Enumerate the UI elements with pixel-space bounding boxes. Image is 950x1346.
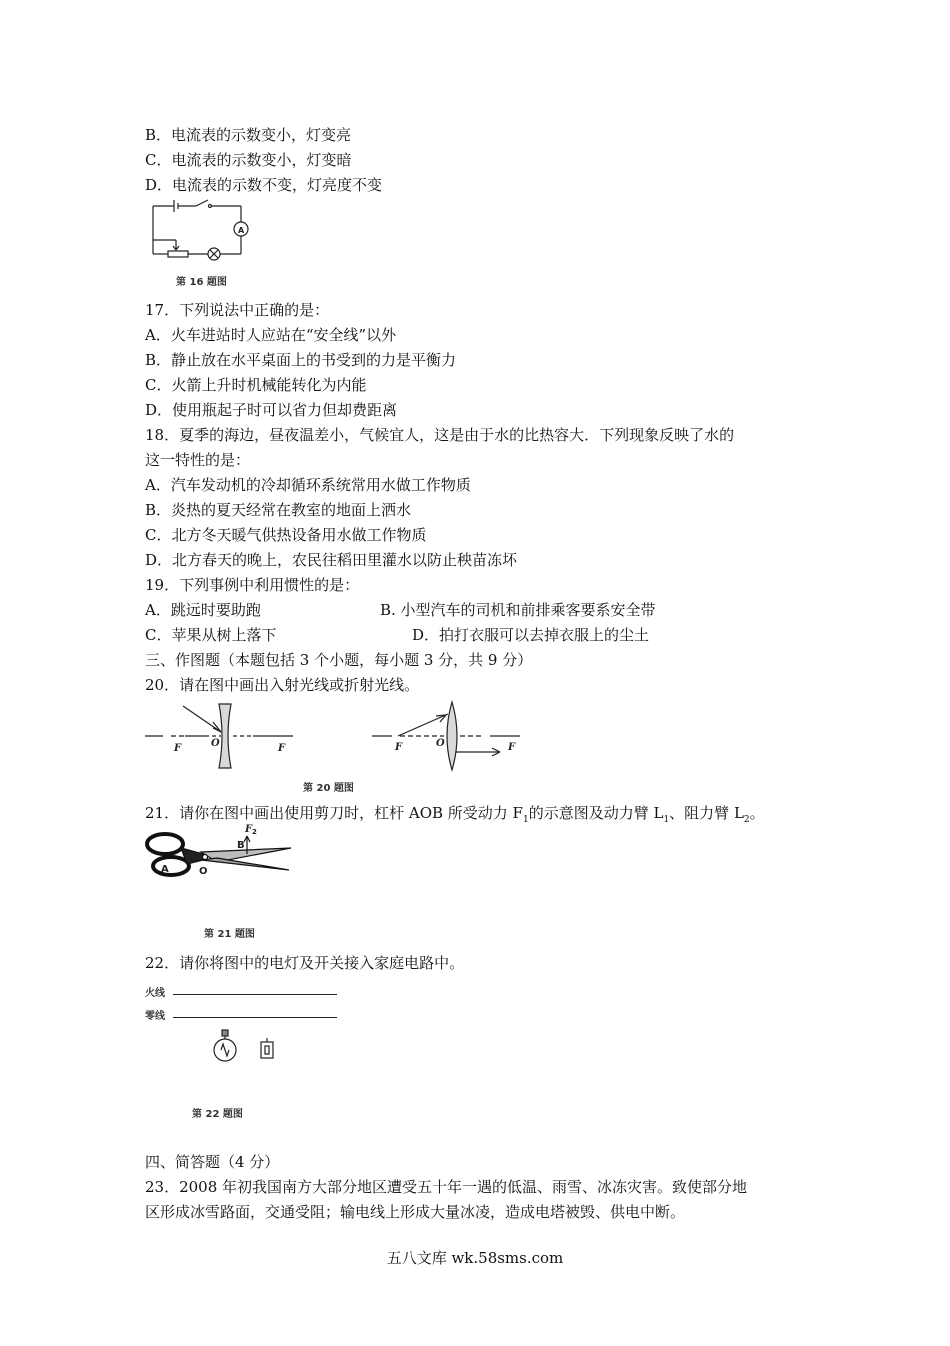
q20-right-o-label: O <box>436 738 445 749</box>
q19-option-a: A．跳远时要助跑 <box>145 601 261 619</box>
q19-option-c: C．苹果从树上落下 <box>145 626 277 644</box>
q22-figure-caption: 第 22 题图 <box>192 1109 243 1120</box>
ammeter-symbol: A <box>238 226 245 235</box>
q22-household-circuit <box>143 983 343 1093</box>
q22-lamp-and-switch <box>208 1028 288 1073</box>
q16-option-c: C．电流表的示数变小，灯变暗 <box>145 151 352 169</box>
q17-option-a: A．火车进站时人应站在“安全线”以外 <box>145 326 397 344</box>
q20-left-f2-label: F <box>278 743 286 754</box>
neutral-wire-label: 零线 <box>145 1011 165 1022</box>
footer-watermark: 五八文库 wk.58sms.com <box>386 1249 564 1267</box>
neutral-wire-line <box>173 1017 337 1018</box>
q21-scissors-diagram <box>143 822 298 882</box>
q20-right-f-label: F <box>395 742 403 753</box>
q17-option-b: B．静止放在水平桌面上的书受到的力是平衡力 <box>145 351 457 369</box>
q16-figure-caption: 第 16 题图 <box>176 277 227 288</box>
q21-a-label: A <box>161 864 169 875</box>
q21-stem: 21．请你在图中画出使用剪刀时，杠杆 AOB 所受动力 $F_1$的示意图及动力臂 $L_1$、阻力臂 $L_2$。 <box>145 804 765 825</box>
q18-stem-line1: 18．夏季的海边，昼夜温差小，气候宜人，这是由于水的比热容大．下列现象反映了水的 <box>145 426 735 444</box>
q16-option-b: B．电流表的示数变小，灯变亮 <box>145 126 352 144</box>
q17-option-d: D．使用瓶起子时可以省力但却费距离 <box>145 401 398 419</box>
q18-stem-line2: 这一特性的是： <box>145 451 251 469</box>
q18-option-b: B．炎热的夏天经常在教室的地面上洒水 <box>145 501 412 519</box>
q20-concave-lens-diagram <box>143 700 303 772</box>
live-wire-line <box>173 994 337 995</box>
q20-figure-caption: 第 20 题图 <box>303 783 354 794</box>
q18-option-c: C．北方冬天暖气供热设备用水做工作物质 <box>145 526 427 544</box>
q21-o-label: O <box>199 866 208 877</box>
q17-option-c: C．火箭上升时机械能转化为内能 <box>145 376 367 394</box>
q20-left-f-label: F <box>174 743 182 754</box>
q20-right-f2-label: F <box>508 742 516 753</box>
q21-b-label: B <box>237 840 245 851</box>
q22-stem: 22．请你将图中的电灯及开关接入家庭电路中。 <box>145 954 465 972</box>
q20-stem: 20．请在图中画出入射光线或折射光线。 <box>145 676 420 694</box>
q20-left-o-label: O <box>211 738 220 749</box>
section3-title: 三、作图题（本题包括 3 个小题，每小题 3 分，共 9 分） <box>145 651 533 669</box>
q16-circuit-diagram <box>148 196 258 266</box>
q19-stem: 19．下列事例中利用惯性的是： <box>145 576 360 594</box>
q21-f2-subscript: 2 <box>252 828 257 836</box>
q21-f2-label: F <box>245 824 253 835</box>
q20-convex-lens-diagram <box>370 700 530 772</box>
q18-option-d: D．北方春天的晚上，农民往稻田里灌水以防止秧苗冻坏 <box>145 551 518 569</box>
q19-option-b: B. 小型汽车的司机和前排乘客要系安全带 <box>380 601 656 619</box>
live-wire-label: 火线 <box>145 988 165 999</box>
q17-stem: 17．下列说法中正确的是： <box>145 301 330 319</box>
q19-option-d: D．拍打衣服可以去掉衣服上的尘土 <box>412 626 650 644</box>
q16-option-d: D．电流表的示数不变，灯亮度不变 <box>145 176 383 194</box>
q23-line1: 23．2008 年初我国南方大部分地区遭受五十年一遇的低温、雨雪、冰冻灾害。致使部分地 <box>145 1178 748 1196</box>
q18-option-a: A．汽车发动机的冷却循环系统常用水做工作物质 <box>145 476 471 494</box>
section4-title: 四、简答题（4 分） <box>145 1153 280 1171</box>
q23-line2: 区形成冰雪路面，交通受阻；输电线上形成大量冰凌，造成电塔被毁、供电中断。 <box>145 1203 686 1221</box>
q21-figure-caption: 第 21 题图 <box>204 929 255 940</box>
